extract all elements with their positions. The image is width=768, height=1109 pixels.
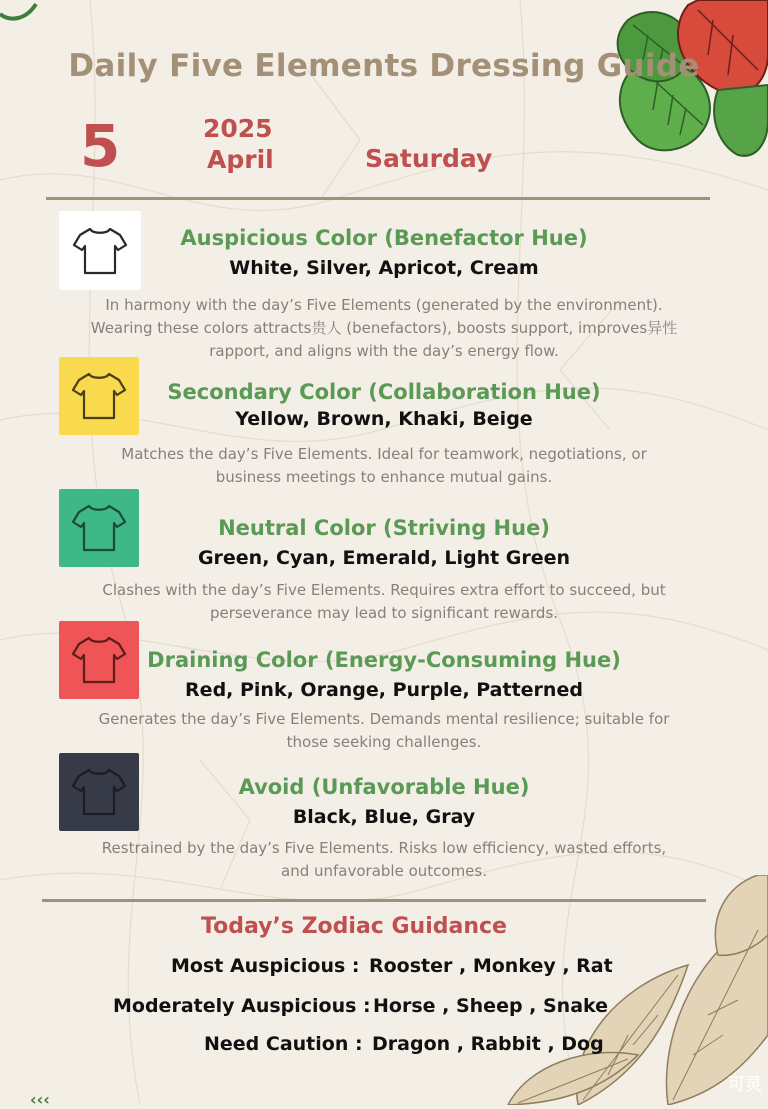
section-desc-secondary	[40, 443, 728, 489]
desc-line: rapport, and aligns with the day’s energy flow.	[209, 342, 559, 360]
date-month: April	[207, 145, 274, 174]
leaves-illustration-bottom	[468, 875, 768, 1105]
desc-line: Generates the day’s Five Elements. Demands mental resilience; suitable for	[98, 710, 670, 728]
zodiac-value-moderately-auspicious: Horse , Sheep , Snake	[373, 995, 609, 1017]
section-desc-draining	[40, 708, 728, 754]
zodiac-label-most-auspicious: Most Auspicious :	[171, 955, 360, 977]
zodiac-label-moderately-auspicious: Moderately Auspicious :	[113, 995, 371, 1017]
desc-line: business meetings to enhance mutual gains.	[215, 468, 553, 486]
brand-watermark: 可灵	[728, 1075, 762, 1095]
desc-line: Wearing these colors attracts贵人 (benefactors), boosts support, improves异性	[90, 319, 678, 337]
section-title-auspicious: Auspicious Color (Benefactor Hue)	[180, 226, 588, 250]
date-year: 2025	[203, 114, 273, 143]
page-title: Daily Five Elements Dressing Guide	[68, 48, 700, 84]
section-desc-auspicious	[40, 294, 728, 363]
section-desc-neutral	[40, 579, 728, 625]
zodiac-divider	[42, 899, 706, 902]
zodiac-label-need-caution: Need Caution :	[204, 1033, 363, 1055]
date-weekday: Saturday	[365, 144, 493, 173]
section-colors-avoid: Black, Blue, Gray	[292, 806, 476, 828]
zodiac-value-need-caution: Dragon , Rabbit , Dog	[372, 1033, 604, 1055]
zodiac-value-most-auspicious: Rooster , Monkey , Rat	[369, 955, 613, 977]
section-title-avoid: Avoid (Unfavorable Hue)	[238, 775, 530, 799]
section-colors-auspicious: White, Silver, Apricot, Cream	[229, 257, 539, 279]
desc-line: Restrained by the day’s Five Elements. Risks low efficiency, wasted efforts,	[101, 839, 667, 857]
section-colors-neutral: Green, Cyan, Emerald, Light Green	[197, 547, 571, 569]
desc-line: those seeking challenges.	[286, 733, 482, 751]
header-divider	[46, 197, 710, 200]
desc-line: perseverance may lead to significant rewards.	[209, 604, 559, 622]
desc-line: and unfavorable outcomes.	[281, 862, 487, 880]
date-day: 5	[80, 112, 121, 180]
section-title-neutral: Neutral Color (Striving Hue)	[218, 516, 550, 540]
desc-line: In harmony with the day’s Five Elements (generated by the environment).	[105, 296, 663, 314]
desc-line: Matches the day’s Five Elements. Ideal for teamwork, negotiations, or	[121, 445, 647, 463]
zodiac-title: Today’s Zodiac Guidance	[201, 914, 507, 939]
chevron-left-icon: ‹‹‹	[30, 1090, 50, 1109]
desc-line: Clashes with the day’s Five Elements. Requires extra effort to succeed, but	[102, 581, 666, 599]
corner-ornament	[0, 0, 40, 22]
section-title-secondary: Secondary Color (Collaboration Hue)	[167, 380, 601, 404]
section-title-draining: Draining Color (Energy-Consuming Hue)	[147, 648, 621, 672]
section-colors-draining: Red, Pink, Orange, Purple, Patterned	[185, 679, 583, 701]
section-desc-avoid	[40, 837, 728, 883]
section-colors-secondary: Yellow, Brown, Khaki, Beige	[235, 408, 533, 430]
